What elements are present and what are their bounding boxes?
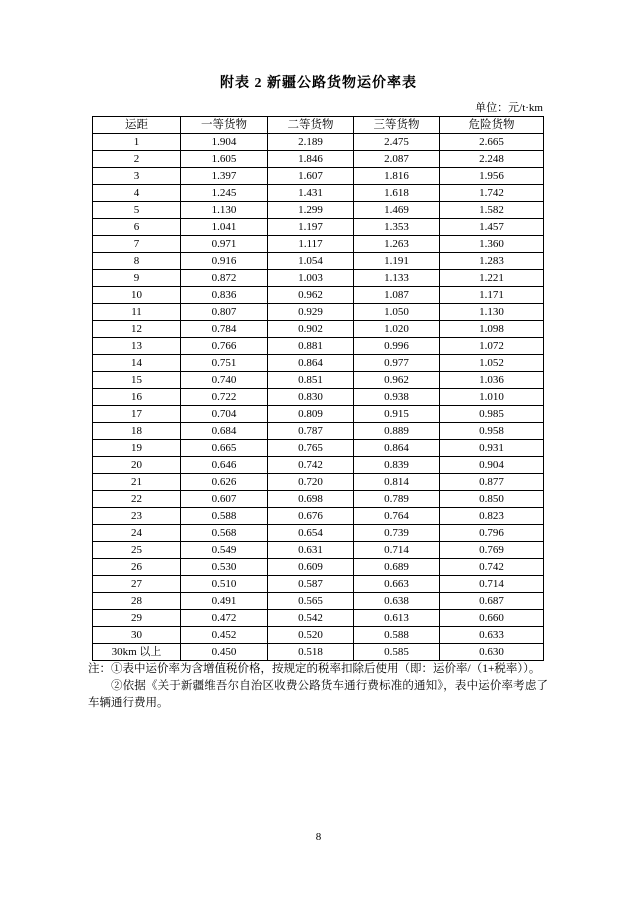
table-cell: 0.714 [440, 576, 544, 593]
table-cell: 1.020 [354, 321, 440, 338]
table-cell: 1.397 [181, 168, 268, 185]
table-cell: 17 [93, 406, 181, 423]
table-cell: 9 [93, 270, 181, 287]
table-cell: 0.916 [181, 253, 268, 270]
table-cell: 1.618 [354, 185, 440, 202]
table-cell: 0.915 [354, 406, 440, 423]
table-cell: 10 [93, 287, 181, 304]
table-cell: 0.472 [181, 610, 268, 627]
table-row [93, 457, 544, 474]
page-title: 附表 2 新疆公路货物运价率表 [220, 76, 417, 91]
table-cell: 0.809 [268, 406, 354, 423]
table-row [93, 559, 544, 576]
table-cell: 1.050 [354, 304, 440, 321]
table-row [93, 474, 544, 491]
table-cell: 0.568 [181, 525, 268, 542]
table-cell: 1.245 [181, 185, 268, 202]
table-cell: 0.518 [268, 644, 354, 661]
table-cell: 0.962 [268, 287, 354, 304]
table-cell: 1.457 [440, 219, 544, 236]
table-row [93, 491, 544, 508]
table-cell: 27 [93, 576, 181, 593]
table-cell: 1.003 [268, 270, 354, 287]
table-cell: 0.765 [268, 440, 354, 457]
table-cell: 1.052 [440, 355, 544, 372]
table-cell: 1.191 [354, 253, 440, 270]
table-cell: 4 [93, 185, 181, 202]
table-cell: 1.171 [440, 287, 544, 304]
table-row [93, 406, 544, 423]
table-cell: 0.985 [440, 406, 544, 423]
table-cell: 0.646 [181, 457, 268, 474]
table-cell: 0.704 [181, 406, 268, 423]
table-cell: 12 [93, 321, 181, 338]
table-cell: 20 [93, 457, 181, 474]
table-cell: 0.864 [354, 440, 440, 457]
table-row [93, 270, 544, 287]
table-cell: 0.684 [181, 423, 268, 440]
table-cell: 15 [93, 372, 181, 389]
table-cell: 0.510 [181, 576, 268, 593]
table-cell: 1.098 [440, 321, 544, 338]
table-cell: 1.221 [440, 270, 544, 287]
table-cell: 0.665 [181, 440, 268, 457]
table-cell: 1.742 [440, 185, 544, 202]
table-cell: 0.784 [181, 321, 268, 338]
table-row [93, 253, 544, 270]
table-cell: 0.631 [268, 542, 354, 559]
table-cell: 0.585 [354, 644, 440, 661]
column-header-dangerous: 危险货物 [440, 117, 544, 134]
table-body [93, 134, 544, 661]
table-cell: 0.881 [268, 338, 354, 355]
table-cell: 1.263 [354, 236, 440, 253]
column-header-class1: 一等货物 [181, 117, 268, 134]
table-cell: 8 [93, 253, 181, 270]
table-row [93, 321, 544, 338]
table-row [93, 627, 544, 644]
table-row [93, 389, 544, 406]
table-cell: 0.689 [354, 559, 440, 576]
table-cell: 30 [93, 627, 181, 644]
table-cell: 0.588 [181, 508, 268, 525]
table-cell: 0.633 [440, 627, 544, 644]
table-row [93, 576, 544, 593]
table-cell: 0.542 [268, 610, 354, 627]
table-cell: 1.197 [268, 219, 354, 236]
freight-rate-table [92, 116, 544, 661]
table-cell: 0.751 [181, 355, 268, 372]
table-cell: 0.520 [268, 627, 354, 644]
table-cell: 0.929 [268, 304, 354, 321]
table-cell: 0.877 [440, 474, 544, 491]
table-cell: 2.189 [268, 134, 354, 151]
table-cell: 0.962 [354, 372, 440, 389]
table-cell: 1.816 [354, 168, 440, 185]
table-cell: 1.130 [440, 304, 544, 321]
table-row [93, 593, 544, 610]
table-cell: 0.549 [181, 542, 268, 559]
table-cell: 0.739 [354, 525, 440, 542]
table-cell: 1.072 [440, 338, 544, 355]
table-cell: 0.676 [268, 508, 354, 525]
table-cell: 1.605 [181, 151, 268, 168]
table-cell: 1.036 [440, 372, 544, 389]
table-cell: 23 [93, 508, 181, 525]
table-row [93, 508, 544, 525]
table-cell: 1.431 [268, 185, 354, 202]
table-header-row [93, 117, 544, 134]
table-row [93, 202, 544, 219]
table-cell: 0.836 [181, 287, 268, 304]
table-row [93, 525, 544, 542]
table-cell: 6 [93, 219, 181, 236]
table-row [93, 304, 544, 321]
table-cell: 0.638 [354, 593, 440, 610]
table-cell: 1.130 [181, 202, 268, 219]
table-cell: 1.041 [181, 219, 268, 236]
table-cell: 0.839 [354, 457, 440, 474]
table-cell: 0.663 [354, 576, 440, 593]
table-cell: 0.698 [268, 491, 354, 508]
table-row [93, 372, 544, 389]
table-cell: 2.475 [354, 134, 440, 151]
table-cell: 1.087 [354, 287, 440, 304]
table-cell: 0.796 [440, 525, 544, 542]
table-cell: 1.469 [354, 202, 440, 219]
table-cell: 0.722 [181, 389, 268, 406]
table-cell: 0.823 [440, 508, 544, 525]
table-row [93, 338, 544, 355]
table-cell: 0.977 [354, 355, 440, 372]
table-cell: 0.971 [181, 236, 268, 253]
table-cell: 0.588 [354, 627, 440, 644]
table-cell: 0.830 [268, 389, 354, 406]
table-row [93, 185, 544, 202]
note-line-2: ②依据《关于新疆维吾尔自治区收费公路货车通行费标准的通知》，表中运价率考虑了车辆通行费用。 [88, 680, 548, 709]
table-cell: 0.764 [354, 508, 440, 525]
table-cell: 25 [93, 542, 181, 559]
table-row [93, 168, 544, 185]
table-cell: 1 [93, 134, 181, 151]
table-row [93, 440, 544, 457]
table-cell: 0.613 [354, 610, 440, 627]
table-cell: 2.665 [440, 134, 544, 151]
table-cell: 18 [93, 423, 181, 440]
table-cell: 14 [93, 355, 181, 372]
column-header-class3: 三等货物 [354, 117, 440, 134]
table-row [93, 355, 544, 372]
table-cell: 1.607 [268, 168, 354, 185]
table-cell: 29 [93, 610, 181, 627]
table-cell: 1.283 [440, 253, 544, 270]
page-number: 8 [315, 831, 322, 843]
table-cell: 0.851 [268, 372, 354, 389]
table-cell: 1.299 [268, 202, 354, 219]
table-row [93, 287, 544, 304]
column-header-class2: 二等货物 [268, 117, 354, 134]
unit-label: 单位：元/t·km [475, 102, 543, 114]
table-cell: 0.740 [181, 372, 268, 389]
table-cell: 0.889 [354, 423, 440, 440]
table-cell: 0.931 [440, 440, 544, 457]
table-cell: 22 [93, 491, 181, 508]
table-cell: 0.789 [354, 491, 440, 508]
table-cell: 5 [93, 202, 181, 219]
table-cell: 0.687 [440, 593, 544, 610]
table-cell: 0.766 [181, 338, 268, 355]
table-cell: 7 [93, 236, 181, 253]
table-cell: 11 [93, 304, 181, 321]
table-cell: 3 [93, 168, 181, 185]
table-cell: 0.742 [440, 559, 544, 576]
table-cell: 0.787 [268, 423, 354, 440]
column-header-distance: 运距 [93, 117, 181, 134]
table-cell: 16 [93, 389, 181, 406]
table-cell: 21 [93, 474, 181, 491]
table-cell: 1.117 [268, 236, 354, 253]
table-cell: 1.904 [181, 134, 268, 151]
table-cell: 19 [93, 440, 181, 457]
table-cell: 2 [93, 151, 181, 168]
table-cell: 0.660 [440, 610, 544, 627]
table-cell: 1.582 [440, 202, 544, 219]
table-row [93, 610, 544, 627]
table-cell: 0.814 [354, 474, 440, 491]
table-cell: 0.714 [354, 542, 440, 559]
table-cell: 13 [93, 338, 181, 355]
table-cell: 1.133 [354, 270, 440, 287]
table-row [93, 236, 544, 253]
table-cell: 0.807 [181, 304, 268, 321]
notes-section [88, 661, 548, 712]
table-cell: 30km 以上 [93, 644, 181, 661]
table-cell: 0.720 [268, 474, 354, 491]
table-cell: 0.609 [268, 559, 354, 576]
table-cell: 1.054 [268, 253, 354, 270]
table-cell: 0.450 [181, 644, 268, 661]
table-cell: 0.565 [268, 593, 354, 610]
table-row [93, 644, 544, 661]
table-cell: 0.872 [181, 270, 268, 287]
table-cell: 0.850 [440, 491, 544, 508]
table-cell: 2.087 [354, 151, 440, 168]
table-cell: 2.248 [440, 151, 544, 168]
table-cell: 0.607 [181, 491, 268, 508]
table-cell: 0.587 [268, 576, 354, 593]
table-cell: 0.902 [268, 321, 354, 338]
table-cell: 0.491 [181, 593, 268, 610]
table-row [93, 542, 544, 559]
table-cell: 1.360 [440, 236, 544, 253]
table-cell: 1.010 [440, 389, 544, 406]
table-cell: 0.996 [354, 338, 440, 355]
table-cell: 1.846 [268, 151, 354, 168]
table-cell: 0.769 [440, 542, 544, 559]
table-row [93, 151, 544, 168]
table-row [93, 423, 544, 440]
table-cell: 24 [93, 525, 181, 542]
table-cell: 0.530 [181, 559, 268, 576]
table-cell: 0.654 [268, 525, 354, 542]
table-cell: 0.630 [440, 644, 544, 661]
table-cell: 26 [93, 559, 181, 576]
note-line-1: 注：①表中运价率为含增值税价格，按规定的税率扣除后使用（即：运价率/（1+税率））。 [88, 663, 541, 675]
table-cell: 28 [93, 593, 181, 610]
table-cell: 0.958 [440, 423, 544, 440]
table-row [93, 219, 544, 236]
table-row [93, 134, 544, 151]
table-cell: 1.353 [354, 219, 440, 236]
table-cell: 0.742 [268, 457, 354, 474]
table-cell: 0.864 [268, 355, 354, 372]
table-cell: 0.452 [181, 627, 268, 644]
table-cell: 0.904 [440, 457, 544, 474]
table-cell: 0.626 [181, 474, 268, 491]
table-cell: 1.956 [440, 168, 544, 185]
table-cell: 0.938 [354, 389, 440, 406]
